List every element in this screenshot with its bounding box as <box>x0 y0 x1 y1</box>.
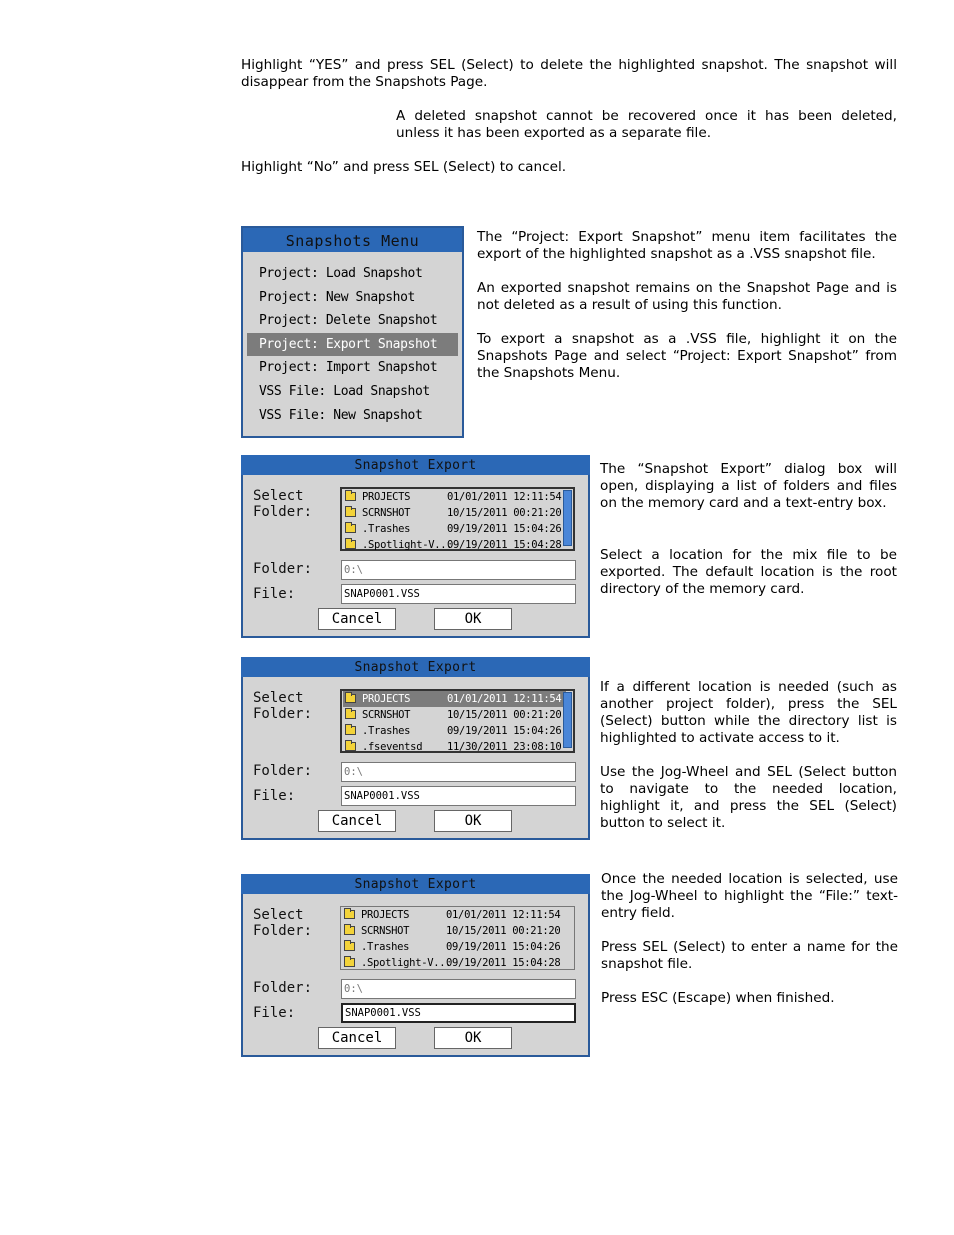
menu-item-vss-load-snapshot[interactable]: VSS File: Load Snapshot <box>259 383 430 399</box>
list-item[interactable]: .Trashes 09/19/2011 15:04:26 <box>342 939 565 955</box>
folder-icon <box>345 694 356 703</box>
menu-item-delete-snapshot[interactable]: Project: Delete Snapshot <box>259 313 438 329</box>
list-item[interactable]: .Trashes 09/19/2011 15:04:26 <box>343 521 566 537</box>
menu-item-import-snapshot[interactable]: Project: Import Snapshot <box>259 360 438 376</box>
scrollbar[interactable] <box>563 490 572 546</box>
list-item[interactable]: PROJECTS 01/01/2011 12:11:54 <box>343 489 566 505</box>
folder-icon <box>345 540 356 549</box>
section4-paragraph-1: Once the needed location is selected, use the Jog-Wheel to highlight the “File:” text-entry field. <box>601 871 898 921</box>
section3-paragraph-2: Use the Jog-Wheel and SEL (Select button to navigate to the needed location, highlight it, and press the SEL (Select) button to select it. <box>600 764 897 831</box>
folder-icon <box>344 926 355 935</box>
folder-label: Folder: <box>253 763 313 779</box>
folder-icon <box>345 524 356 533</box>
menu-title: Snapshots Menu <box>243 228 462 252</box>
snapshot-export-dialog <box>241 455 590 638</box>
menu-item-export-snapshot[interactable]: Project: Export Snapshot <box>247 333 458 357</box>
select-label: Select <box>253 690 304 706</box>
section1-paragraph-2: An exported snapshot remains on the Snapshot Page and is not deleted as a result of using this function. <box>477 280 897 313</box>
list-item[interactable]: PROJECTS 01/01/2011 12:11:54 <box>343 691 566 707</box>
section4-paragraph-2: Press SEL (Select) to enter a name for the snapshot file. <box>601 939 898 972</box>
file-label: File: <box>253 788 296 804</box>
section3-paragraph-1: If a different location is needed (such as another project folder), press the SEL (Select) button while the directory list is highlighted to activate access to it. <box>600 679 897 746</box>
section2-paragraph-2: Select a location for the mix file to be exported. The default location is the root directory of the memory card. <box>600 547 897 597</box>
folder-icon <box>345 742 356 751</box>
folder-icon <box>344 958 355 967</box>
menu-list <box>247 262 458 427</box>
folder-icon <box>345 710 356 719</box>
list-item[interactable]: SCRNSHOT 10/15/2011 00:21:20 <box>343 707 566 723</box>
section2-paragraph-1: The “Snapshot Export” dialog box will open, displaying a list of folders and files on the memory card and a text-entry box. <box>600 461 897 511</box>
folder-field[interactable]: 0:\ <box>341 762 576 782</box>
file-label: File: <box>253 1005 296 1021</box>
menu-item-vss-new-snapshot[interactable]: VSS File: New Snapshot <box>259 407 423 423</box>
folder-icon <box>345 726 356 735</box>
select-label: Select <box>253 907 304 923</box>
file-field[interactable]: SNAP0001.VSS <box>341 1003 576 1023</box>
file-label: File: <box>253 586 296 602</box>
list-item[interactable]: SCRNSHOT 10/15/2011 00:21:20 <box>343 505 566 521</box>
snapshot-export-dialog <box>241 657 590 840</box>
folder-list-label: Folder: <box>253 706 313 722</box>
ok-button[interactable]: OK <box>434 1027 512 1049</box>
list-item[interactable]: SCRNSHOT 10/15/2011 00:21:20 <box>342 923 565 939</box>
directory-list[interactable] <box>340 487 575 551</box>
scrollbar[interactable] <box>563 692 572 748</box>
folder-icon <box>345 508 356 517</box>
folder-label: Folder: <box>253 980 313 996</box>
file-field[interactable]: SNAP0001.VSS <box>341 584 576 604</box>
list-item[interactable]: .Spotlight-V... 09/19/2011 15:04:28 <box>342 955 565 971</box>
section4-paragraph-3: Press ESC (Escape) when finished. <box>601 990 835 1006</box>
ok-button[interactable]: OK <box>434 608 512 630</box>
intro-paragraph: Highlight “YES” and press SEL (Select) to delete the highlighted snapshot. The snapshot will disappear from the Snapshots Page. <box>241 57 897 90</box>
list-item[interactable]: .Spotlight-V... 09/19/2011 15:04:28 <box>343 537 566 553</box>
section1-paragraph-3: To export a snapshot as a .VSS file, highlight it on the Snapshots Page and select “Project: Export Snapshot” from the Snapshots Menu. <box>477 331 897 381</box>
directory-list[interactable] <box>340 906 575 970</box>
dialog-title: Snapshot Export <box>241 874 590 894</box>
folder-label: Folder: <box>253 561 313 577</box>
dialog-title: Snapshot Export <box>241 657 590 677</box>
dialog-title: Snapshot Export <box>241 455 590 475</box>
snapshots-menu <box>241 226 464 438</box>
folder-field[interactable]: 0:\ <box>341 560 576 580</box>
folder-field[interactable]: 0:\ <box>341 979 576 999</box>
select-label: Select <box>253 488 304 504</box>
cancel-button[interactable]: Cancel <box>318 608 396 630</box>
folder-icon <box>344 942 355 951</box>
menu-item-load-snapshot[interactable]: Project: Load Snapshot <box>259 266 423 281</box>
list-item[interactable]: .fseventsd 11/30/2011 23:08:10 <box>343 739 566 755</box>
snapshot-export-dialog <box>241 874 590 1057</box>
menu-item-new-snapshot[interactable]: Project: New Snapshot <box>259 289 415 305</box>
cancel-button[interactable]: Cancel <box>318 810 396 832</box>
list-item[interactable]: .Trashes 09/19/2011 15:04:26 <box>343 723 566 739</box>
note-paragraph: A deleted snapshot cannot be recovered once it has been deleted, unless it has been exported as a separate file. <box>396 108 897 141</box>
file-field[interactable]: SNAP0001.VSS <box>341 786 576 806</box>
list-item[interactable]: PROJECTS 01/01/2011 12:11:54 <box>342 907 565 923</box>
cancel-button[interactable]: Cancel <box>318 1027 396 1049</box>
folder-icon <box>344 910 355 919</box>
ok-button[interactable]: OK <box>434 810 512 832</box>
cancel-paragraph: Highlight “No” and press SEL (Select) to cancel. <box>241 159 567 175</box>
section1-paragraph-1: The “Project: Export Snapshot” menu item facilitates the export of the highlighted snapshot as a .VSS snapshot file. <box>477 229 897 262</box>
directory-list[interactable] <box>340 689 575 753</box>
folder-list-label: Folder: <box>253 504 313 520</box>
folder-list-label: Folder: <box>253 923 313 939</box>
folder-icon <box>345 492 356 501</box>
